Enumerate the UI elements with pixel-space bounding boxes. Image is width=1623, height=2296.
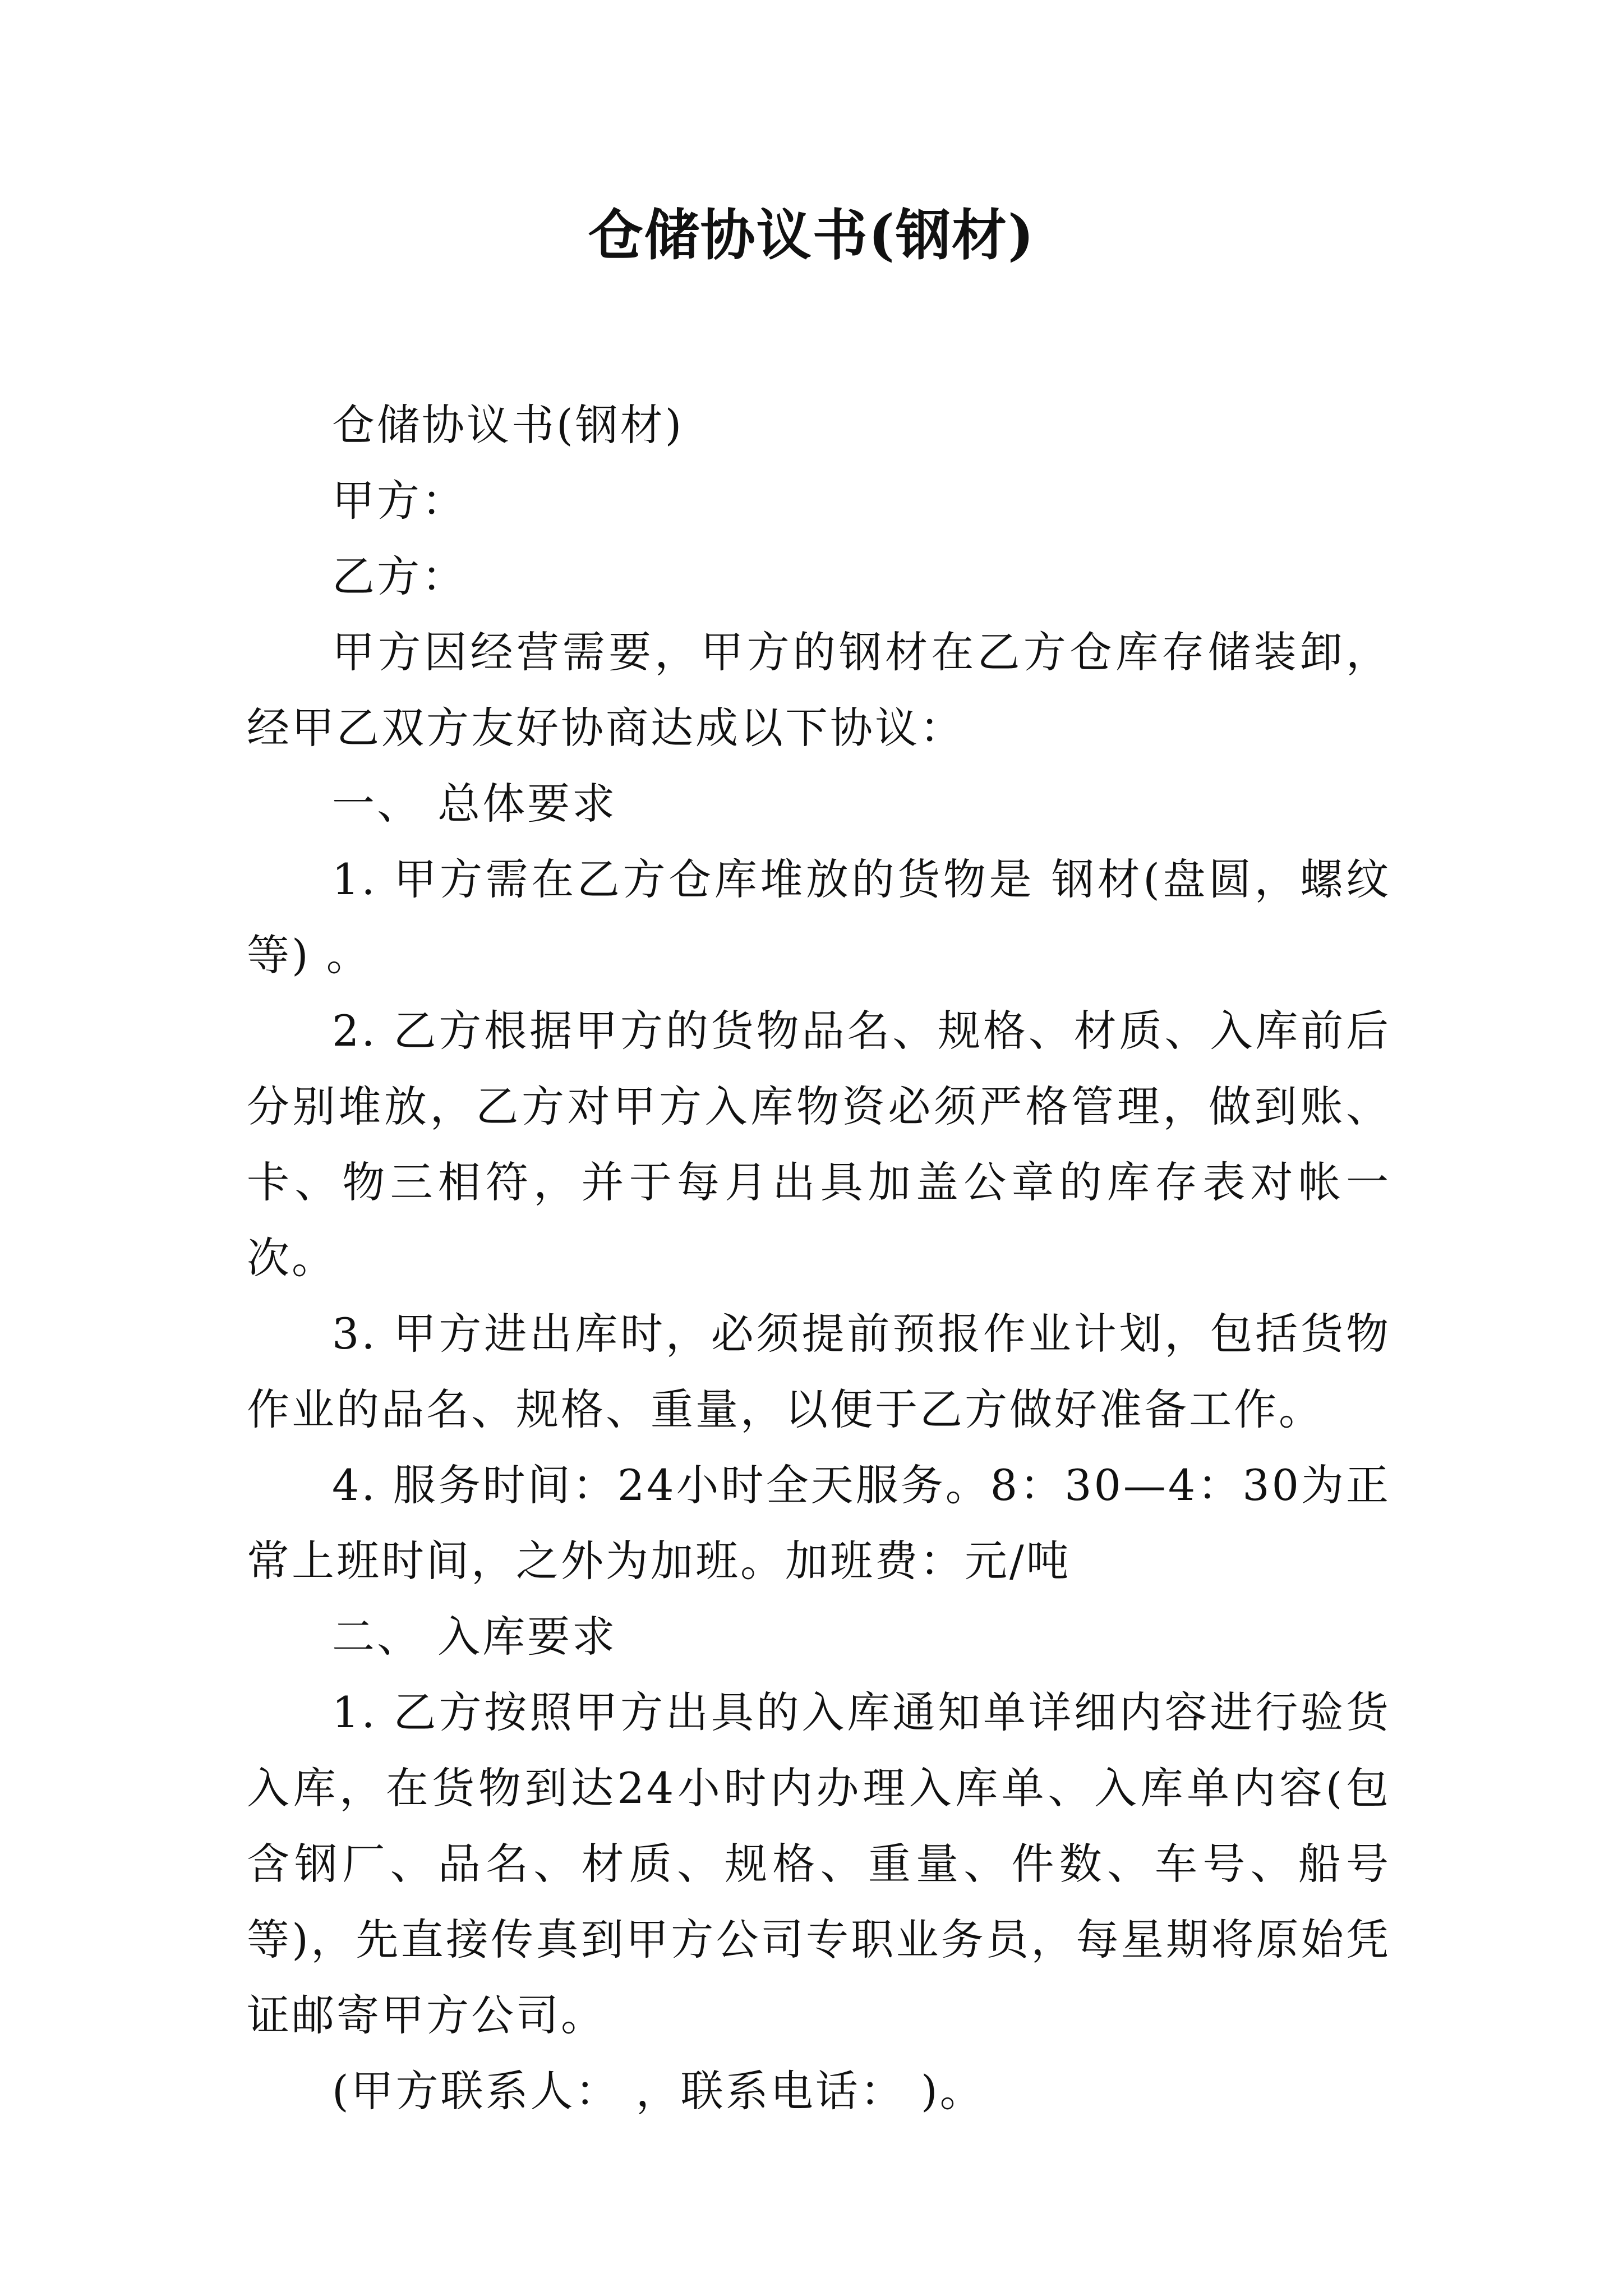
paragraph-party-a: 甲方： [332, 476, 467, 526]
section-heading-warehousing: 二、 入库要求 [332, 1612, 617, 1662]
document-body [247, 387, 1391, 2129]
clause-2-1: 1. 乙方按照甲方出具的入库通知单详细内容进行验货入库，在货物到达24小时内办理入库单、入库单内容(包含钢厂、品名、材质、规格、重量、件数、车号、船号等)，先直接传真到甲方公司专职业务员，每星期将原始凭证邮寄甲方公司。 [247, 1687, 1391, 2040]
clause-1-1: 1. 甲方需在乙方仓库堆放的货物是 钢材(盘圆，螺纹等) 。 [247, 854, 1391, 980]
paragraph-subtitle: 仓储协议书(钢材) [332, 400, 684, 450]
paragraph-party-b: 乙方： [332, 551, 467, 601]
section-heading-general: 一、 总体要求 [332, 779, 617, 829]
clause-1-4: 4. 服务时间：24小时全天服务。8：30—4：30为正常上班时间，之外为加班。加班费：元/吨 [247, 1460, 1391, 1586]
document-title: 仓储协议书(钢材) [588, 203, 1035, 268]
clause-1-3: 3. 甲方进出库时，必须提前预报作业计划，包括货物作业的品名、规格、重量，以便于乙方做好准备工作。 [247, 1309, 1391, 1434]
contact-line: (甲方联系人： ，联系电话： )。 [332, 2066, 985, 2116]
paragraph-preamble: 甲方因经营需要，甲方的钢材在乙方仓库存储装卸，经甲乙双方友好协商达成以下协议： [247, 627, 1391, 753]
clause-1-2: 2. 乙方根据甲方的货物品名、规格、材质、入库前后分别堆放，乙方对甲方入库物资必须严格管理，做到账、卡、物三相符，并于每月出具加盖公章的库存表对帐一次。 [247, 1006, 1391, 1283]
